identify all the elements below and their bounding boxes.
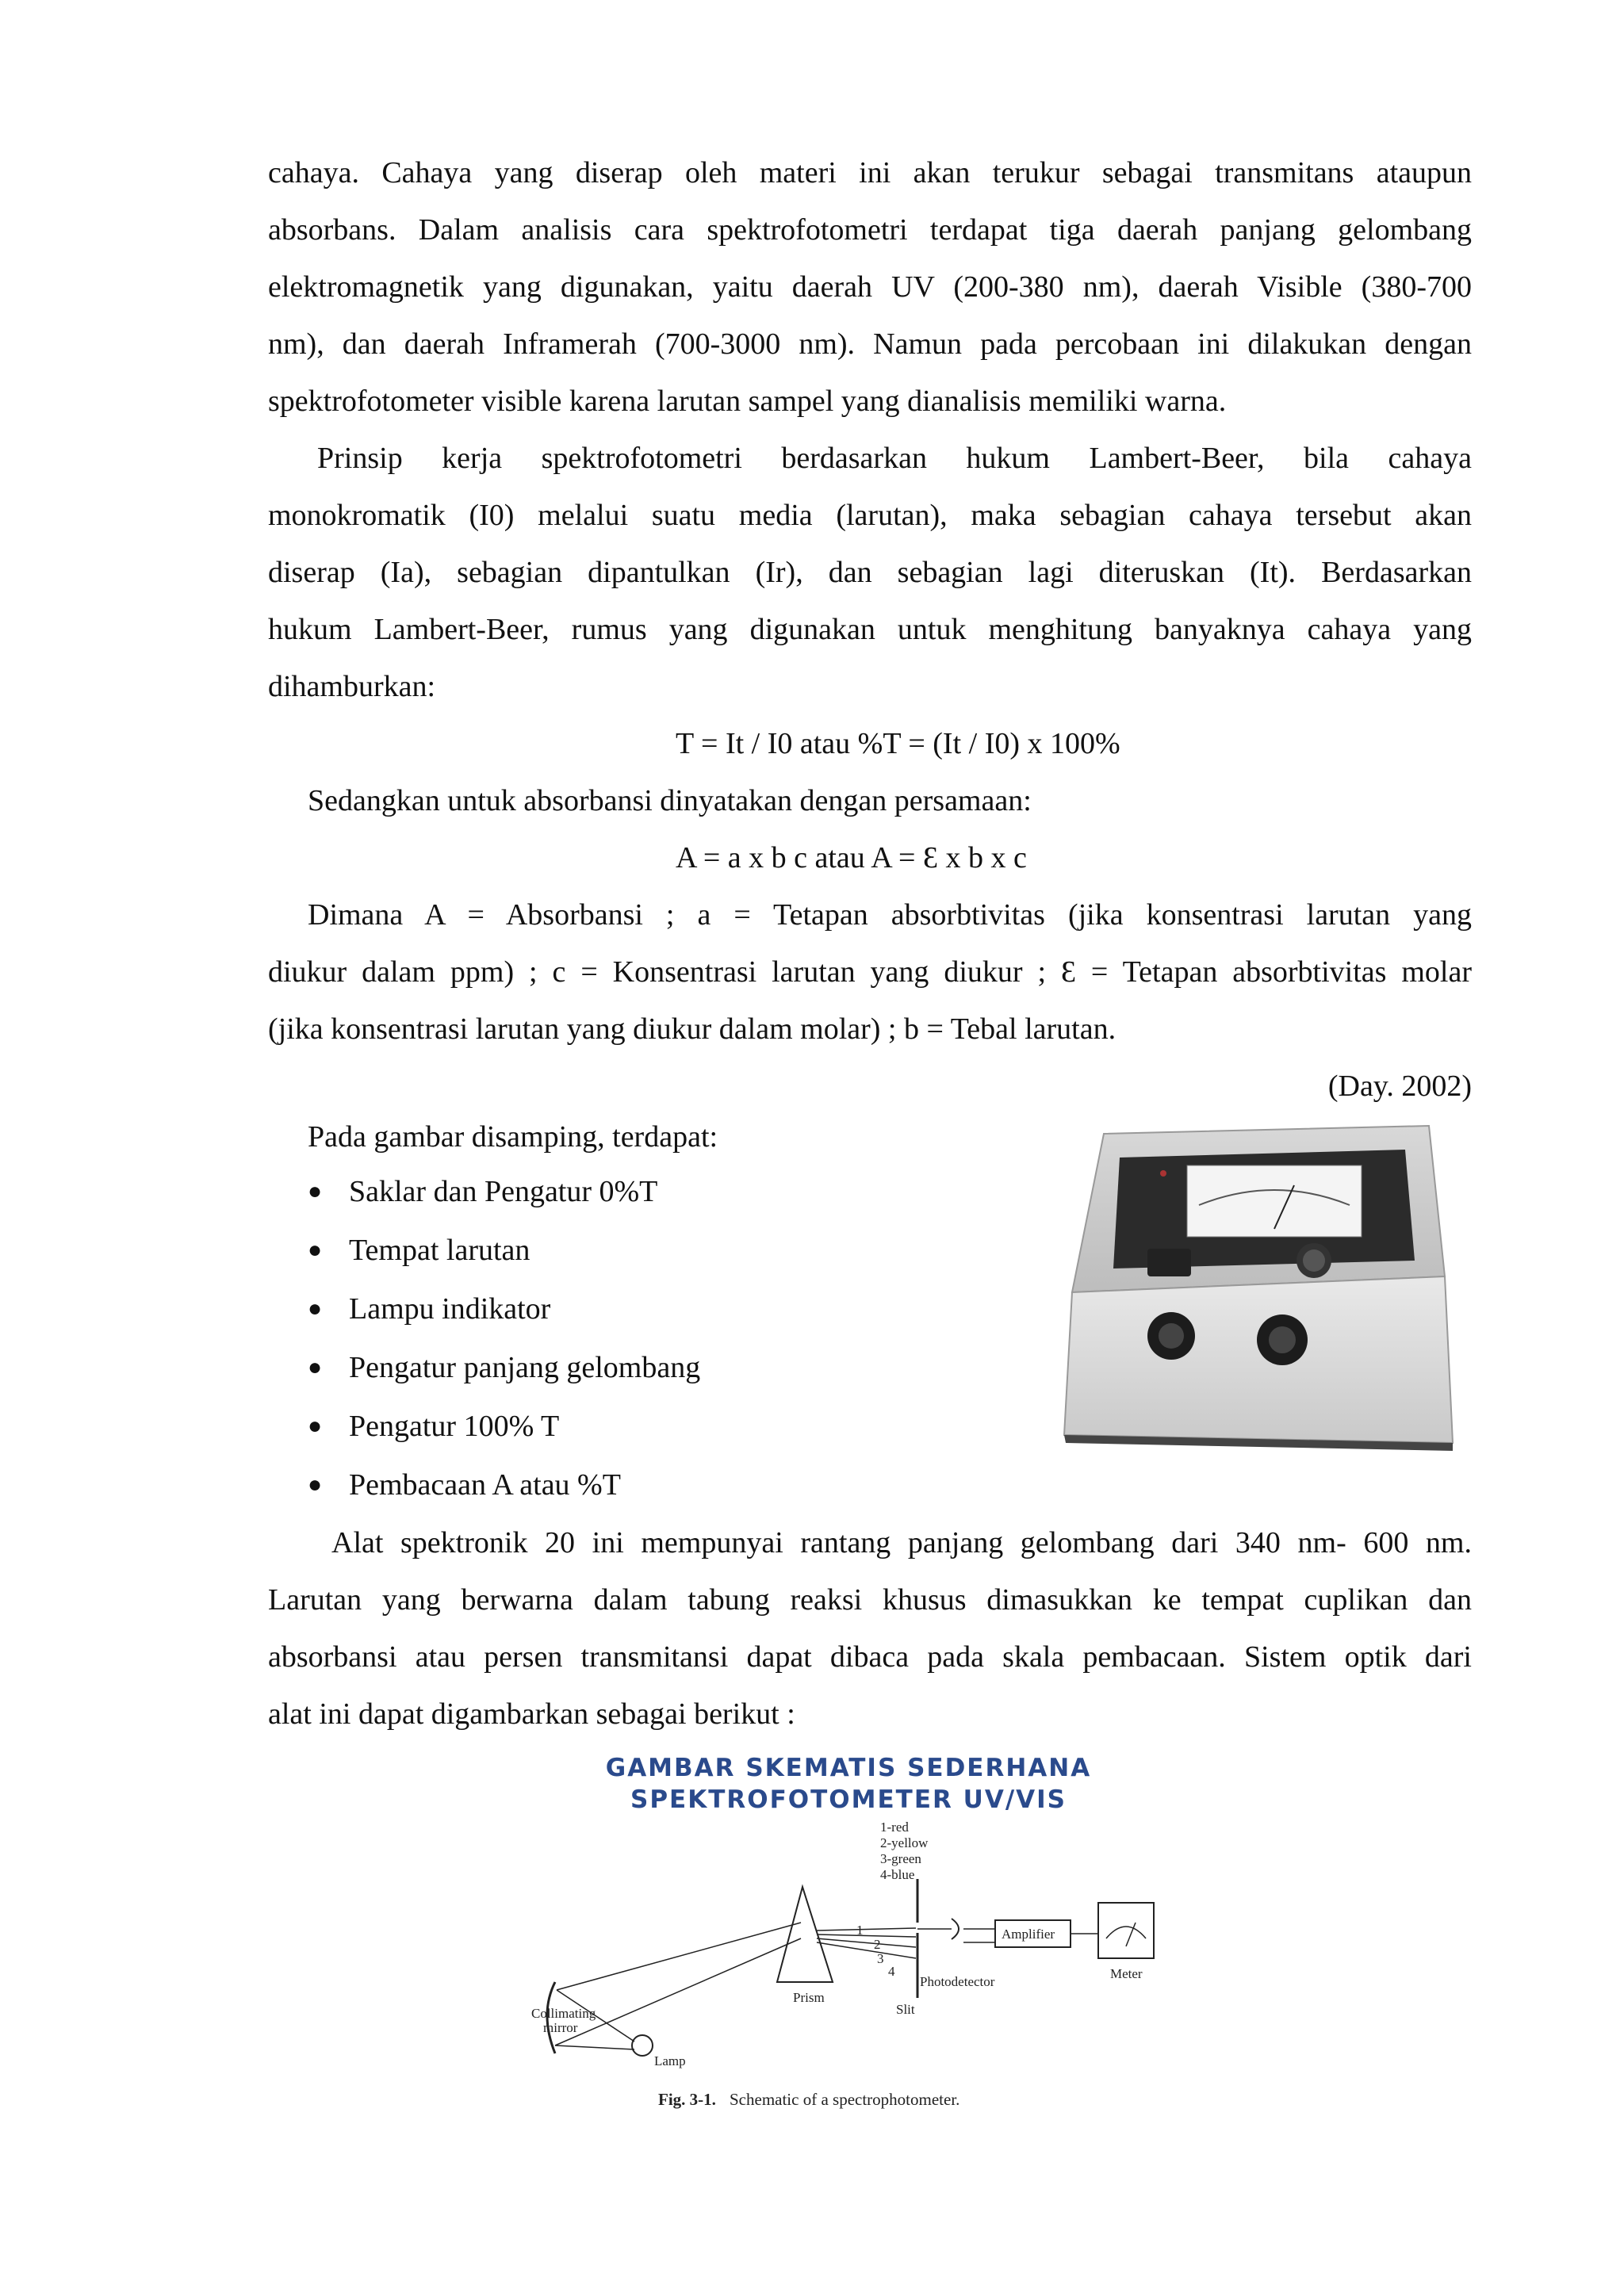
figure-caption-number: Fig. 3-1.	[658, 2090, 716, 2109]
ray-label-2: 2	[874, 1937, 881, 1952]
paragraph-line: nm), dan daerah Inframerah (700-3000 nm). Namun pada percobaan ini dilakukan dengan	[268, 327, 1472, 361]
list-item: ● Pengatur panjang gelombang	[308, 1351, 701, 1384]
paragraph-line: absorbansi atau persen transmitansi dapat dibaca pada skala pembacaan. Sistem optik dari	[268, 1640, 1472, 1674]
paragraph-line: Larutan yang berwarna dalam tabung reaksi khusus dimasukkan ke tempat cuplikan dan	[268, 1583, 1472, 1617]
schematic-diagram	[508, 1744, 1189, 2125]
list-item: ● Pembacaan A atau %T	[308, 1468, 621, 1502]
paragraph-line: hukum Lambert-Beer, rumus yang digunakan untuk menghitung banyaknya cahaya yang	[268, 613, 1472, 646]
ray-label-3: 3	[877, 1951, 884, 1966]
list-item: ● Tempat larutan	[308, 1234, 530, 1267]
paragraph-line: dihamburkan:	[268, 670, 436, 703]
schematic-subtitle: SPEKTROFOTOMETER UV/VIS	[630, 1785, 1067, 1814]
schematic-title: GAMBAR SKEMATIS SEDERHANA	[605, 1754, 1092, 1782]
paragraph-line: absorbans. Dalam analisis cara spektrofotometri terdapat tiga daerah panjang gelombang	[268, 213, 1472, 247]
figure-intro: Pada gambar disamping, terdapat:	[308, 1120, 718, 1154]
lamp-label: Lamp	[654, 2053, 686, 2068]
paragraph-line: Alat spektronik 20 ini mempunyai rantang panjang gelombang dari 340 nm- 600 nm.	[331, 1526, 1472, 1559]
bullet-icon: ●	[308, 1471, 323, 1498]
meter-label: Meter	[1110, 1966, 1143, 1981]
schematic-figure	[508, 1744, 1189, 2125]
figure-item-list	[308, 1162, 700, 1514]
list-item: ● Saklar dan Pengatur 0%T	[308, 1175, 658, 1208]
definition-line: Dimana A = Absorbansi ; a = Tetapan absorbtivitas (jika konsentrasi larutan yang	[308, 898, 1472, 932]
figure-caption-text: Schematic of a spectrophotometer.	[730, 2090, 960, 2109]
collimating-mirror-label-2: mirror	[543, 2020, 578, 2035]
photodetector-label: Photodetector	[920, 1974, 995, 1989]
color-label-yellow: 2-yellow	[880, 1835, 929, 1850]
amplifier-label: Amplifier	[1002, 1927, 1055, 1942]
definition-line: diukur dalam ppm) ; c = Konsentrasi larutan yang diukur ; Ɛ = Tetapan absorbtivitas molar	[268, 955, 1472, 989]
slit-label: Slit	[896, 2002, 915, 2017]
collimating-mirror-label-1: Collimating	[531, 2006, 596, 2021]
photodetector-shape	[952, 1919, 959, 1939]
formula-absorbance: A = a x b c atau A = Ɛ x b x c	[676, 841, 1027, 874]
paragraph-line: alat ini dapat digambarkan sebagai berikut :	[268, 1697, 795, 1731]
absorbance-intro: Sedangkan untuk absorbansi dinyatakan dengan persamaan:	[308, 784, 1032, 817]
definition-line: (jika konsentrasi larutan yang diukur dalam molar) ; b = Tebal larutan.	[268, 1012, 1116, 1046]
paragraph-line: spektrofotometer visible karena larutan sampel yang dianalisis memiliki warna.	[268, 385, 1227, 418]
spectrophotometer-photo	[1056, 1110, 1469, 1459]
paragraph-line: diserap (Ia), sebagian dipantulkan (Ir), dan sebagian lagi diteruskan (It). Berdasarkan	[268, 556, 1472, 589]
formula-transmittance: T = It / I0 atau %T = (It / I0) x 100%	[676, 727, 1120, 760]
bullet-icon: ●	[308, 1413, 323, 1439]
color-label-red: 1-red	[880, 1820, 909, 1835]
lamp-shape	[632, 2035, 653, 2056]
color-label-green: 3-green	[880, 1851, 921, 1866]
ray-label-1: 1	[856, 1923, 864, 1938]
prism-label: Prism	[793, 1990, 825, 2005]
citation: (Day. 2002)	[1327, 1070, 1472, 1103]
ray-label-4: 4	[888, 1964, 895, 1979]
bullet-icon: ●	[308, 1237, 323, 1263]
list-item: ● Lampu indikator	[308, 1292, 551, 1326]
bullet-icon: ●	[308, 1295, 323, 1322]
paragraph-line: cahaya. Cahaya yang diserap oleh materi ini akan terukur sebagai transmitans ataupun	[268, 156, 1472, 189]
paragraph-line: monokromatik (I0) melalui suatu media (larutan), maka sebagian cahaya tersebut akan	[268, 499, 1472, 532]
list-item: ● Pengatur 100% T	[308, 1410, 560, 1443]
paragraph-line: elektromagnetik yang digunakan, yaitu daerah UV (200-380 nm), daerah Visible (380-700	[268, 270, 1472, 304]
bullet-icon: ●	[308, 1354, 323, 1380]
bullet-icon: ●	[308, 1178, 323, 1204]
color-label-blue: 4-blue	[880, 1867, 915, 1882]
meter-box	[1098, 1903, 1154, 1958]
paragraph-line: Prinsip kerja spektrofotometri berdasarkan hukum Lambert-Beer, bila cahaya	[317, 442, 1472, 475]
